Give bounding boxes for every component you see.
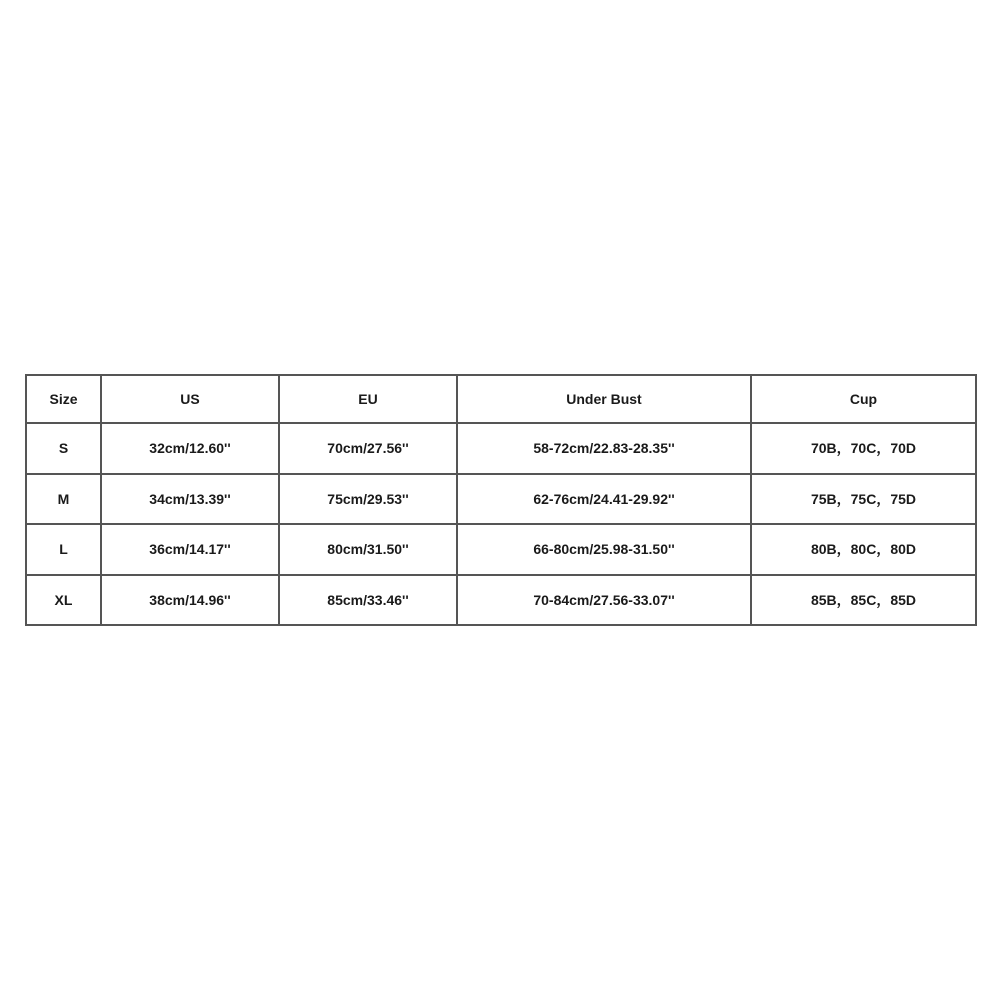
header-us: US [101,375,279,423]
header-size: Size [26,375,101,423]
table-header-row [26,375,976,423]
cell-under-bust: 66-80cm/25.98-31.50'' [457,524,751,575]
cell-eu: 70cm/27.56'' [279,423,457,474]
header-eu: EU [279,375,457,423]
table-row [26,575,976,626]
cell-us: 32cm/12.60'' [101,423,279,474]
cell-cup: 85B，85C，85D [751,575,976,626]
cell-size: S [26,423,101,474]
cell-eu: 80cm/31.50'' [279,524,457,575]
cell-eu: 85cm/33.46'' [279,575,457,626]
cell-cup: 80B，80C，80D [751,524,976,575]
header-cup: Cup [751,375,976,423]
cell-us: 38cm/14.96'' [101,575,279,626]
cell-size: M [26,474,101,525]
table-row [26,524,976,575]
cell-size: XL [26,575,101,626]
cell-under-bust: 62-76cm/24.41-29.92'' [457,474,751,525]
cell-cup: 75B，75C，75D [751,474,976,525]
cell-us: 36cm/14.17'' [101,524,279,575]
cell-under-bust: 58-72cm/22.83-28.35'' [457,423,751,474]
table-row [26,474,976,525]
cell-size: L [26,524,101,575]
cell-eu: 75cm/29.53'' [279,474,457,525]
cell-cup: 70B，70C，70D [751,423,976,474]
size-chart-table [25,374,977,626]
table-row [26,423,976,474]
cell-us: 34cm/13.39'' [101,474,279,525]
header-under-bust: Under Bust [457,375,751,423]
cell-under-bust: 70-84cm/27.56-33.07'' [457,575,751,626]
